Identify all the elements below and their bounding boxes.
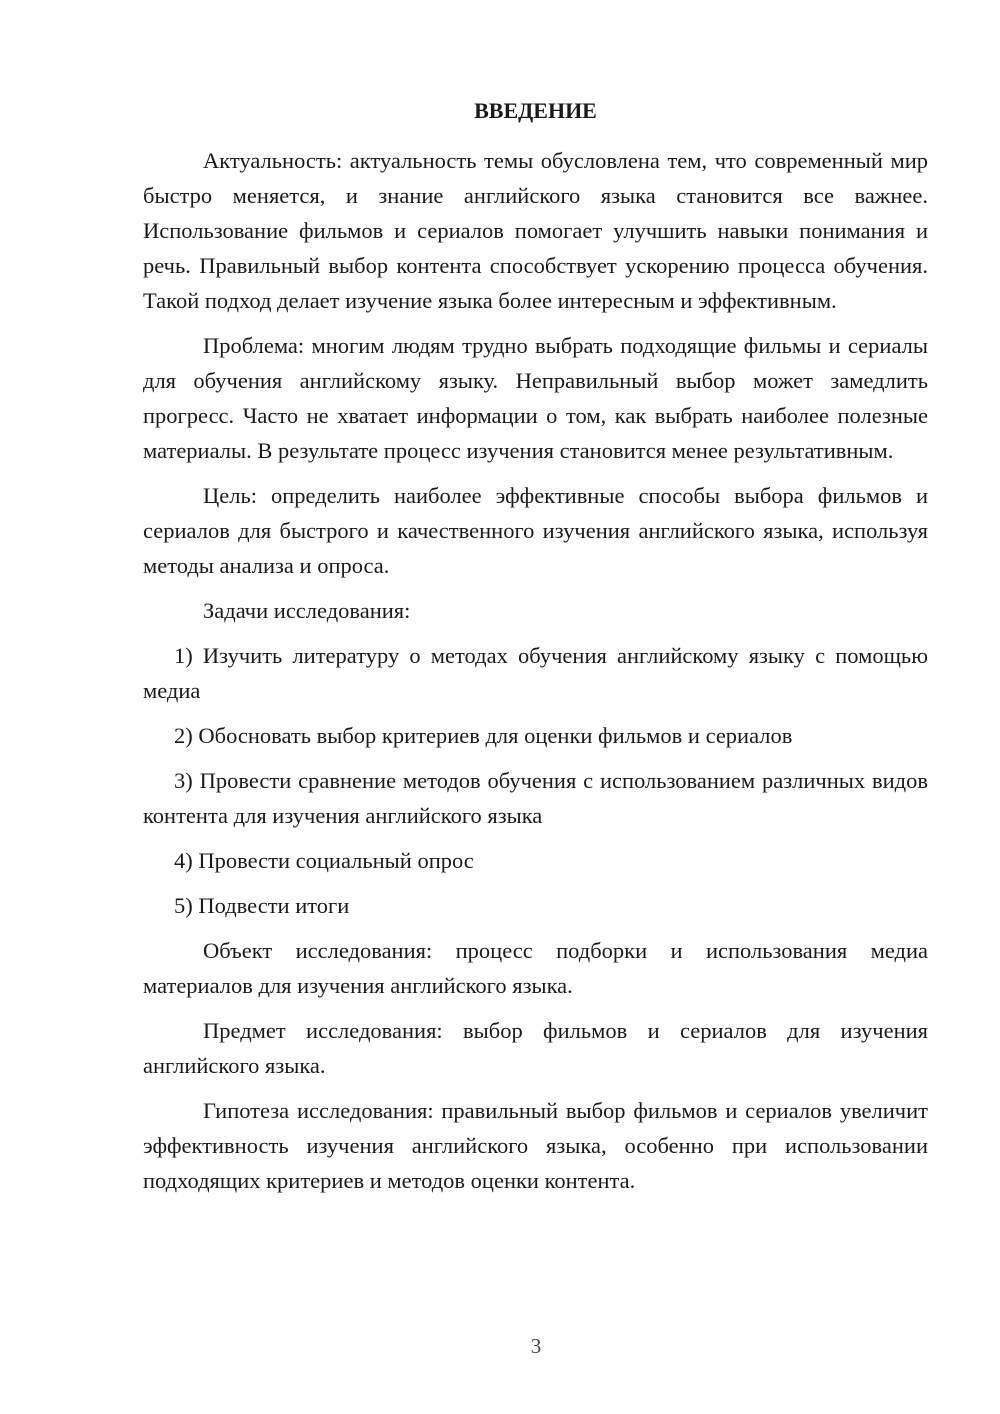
paragraph-subject: Предмет исследования: выбор фильмов и сериалов для изучения английского языка. xyxy=(143,1018,928,1078)
page-number: 3 xyxy=(530,1334,542,1358)
task-item-2: 2) Обосновать выбор критериев для оценки фильмов и сериалов xyxy=(174,723,793,748)
task-item-5: 5) Подвести итоги xyxy=(174,893,350,918)
page-title: ВВЕДЕНИЕ xyxy=(474,98,597,123)
task-item-4: 4) Провести социальный опрос xyxy=(174,848,474,873)
tasks-heading: Задачи исследования: xyxy=(203,598,411,623)
task-item-1: 1) Изучить литературу о методах обучения английскому языку с помощью медиа xyxy=(143,643,928,703)
paragraph-problem: Проблема: многим людям трудно выбрать подходящие фильмы и сериалы для обучения английскому языку. Неправильный выбор может замедлить прогресс. Часто не хватает информации о том, как выбрать наиболее полезные материалы. В результате процесс изучения становится менее результативным. xyxy=(143,333,928,463)
paragraph-object: Объект исследования: процесс подборки и использования медиа материалов для изучения английского языка. xyxy=(143,938,928,998)
paragraph-hypothesis: Гипотеза исследования: правильный выбор фильмов и сериалов увеличит эффективность изучения английского языка, особенно при использовании подходящих критериев и методов оценки контента. xyxy=(143,1098,928,1193)
body-text xyxy=(143,143,928,1198)
task-item-3: 3) Провести сравнение методов обучения с использованием различных видов контента для изучения английского языка xyxy=(143,768,928,828)
paragraph-relevance: Актуальность: актуальность темы обусловлена тем, что современный мир быстро меняется, и знание английского языка становится все важнее. Использование фильмов и сериалов помогает улучшить навыки понимания и речь. Правильный выбор контента способствует ускорению процесса обучения. Такой подход делает изучение языка более интересным и эффективным. xyxy=(143,148,928,313)
paragraph-goal: Цель: определить наиболее эффективные способы выбора фильмов и сериалов для быстрого и качественного изучения английского языка, используя методы анализа и опроса. xyxy=(143,483,928,578)
